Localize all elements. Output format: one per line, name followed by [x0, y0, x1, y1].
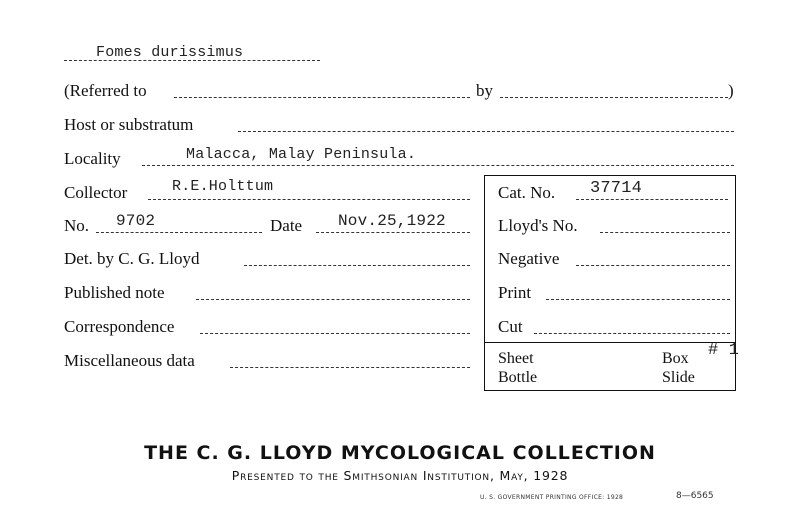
negative-label: Negative: [498, 249, 560, 268]
catalog-box-divider-sheet: [484, 342, 736, 343]
no-value: 9702: [116, 212, 156, 230]
date-value: Nov.25,1922: [338, 212, 446, 230]
collector-label: Collector: [64, 183, 128, 202]
close-paren: ): [728, 81, 734, 100]
published-note-line: [196, 299, 470, 300]
by-line: [500, 97, 728, 98]
det-by-label: Det. by C. G. Lloyd: [64, 249, 200, 268]
det-by-line: [244, 265, 470, 266]
referred-line: [174, 97, 470, 98]
miscellaneous-line: [230, 367, 470, 368]
cat-no-label: Cat. No.: [498, 183, 556, 202]
correspondence-line: [200, 333, 470, 334]
box-value: # 1: [708, 341, 740, 360]
host-label: Host or substratum: [64, 115, 194, 134]
locality-line: [142, 165, 734, 166]
box-label: Box: [662, 350, 689, 367]
collector-line: [148, 199, 470, 200]
print-label: Print: [498, 283, 532, 302]
date-label: Date: [270, 216, 303, 235]
printing-office-note: U. S. GOVERNMENT PRINTING OFFICE: 1928: [480, 494, 624, 501]
collector-value: R.E.Holttum: [172, 178, 274, 195]
print-line: [546, 299, 730, 300]
correspondence-label: Correspondence: [64, 317, 175, 336]
published-note-label: Published note: [64, 283, 165, 302]
host-line: [238, 131, 734, 132]
lloyds-no-label: Lloyd's No.: [498, 216, 578, 235]
locality-value: Malacca, Malay Peninsula.: [186, 146, 417, 163]
slide-label: Slide: [662, 369, 695, 386]
cut-label: Cut: [498, 317, 523, 336]
cat-no-line: [576, 199, 728, 200]
sheet-label: Sheet: [498, 350, 534, 367]
referred-label: (Referred to: [64, 81, 147, 100]
no-label: No.: [64, 216, 90, 235]
lloyds-no-line: [600, 232, 730, 233]
date-line: [316, 232, 470, 233]
form-number: 8—6565: [676, 491, 714, 501]
collection-subtitle: Presented to the Smithsonian Institution, May, 1928: [231, 468, 569, 483]
locality-label: Locality: [64, 149, 121, 168]
miscellaneous-label: Miscellaneous data: [64, 351, 195, 370]
species-name: Fomes durissimus: [96, 44, 244, 61]
no-line: [96, 232, 262, 233]
negative-line: [576, 265, 730, 266]
by-label: by: [476, 81, 493, 100]
bottle-label: Bottle: [498, 369, 538, 386]
collection-title: THE C. G. LLOYD MYCOLOGICAL COLLECTION: [144, 442, 656, 464]
cat-no-value: 37714: [590, 179, 643, 198]
cut-line: [534, 333, 730, 334]
